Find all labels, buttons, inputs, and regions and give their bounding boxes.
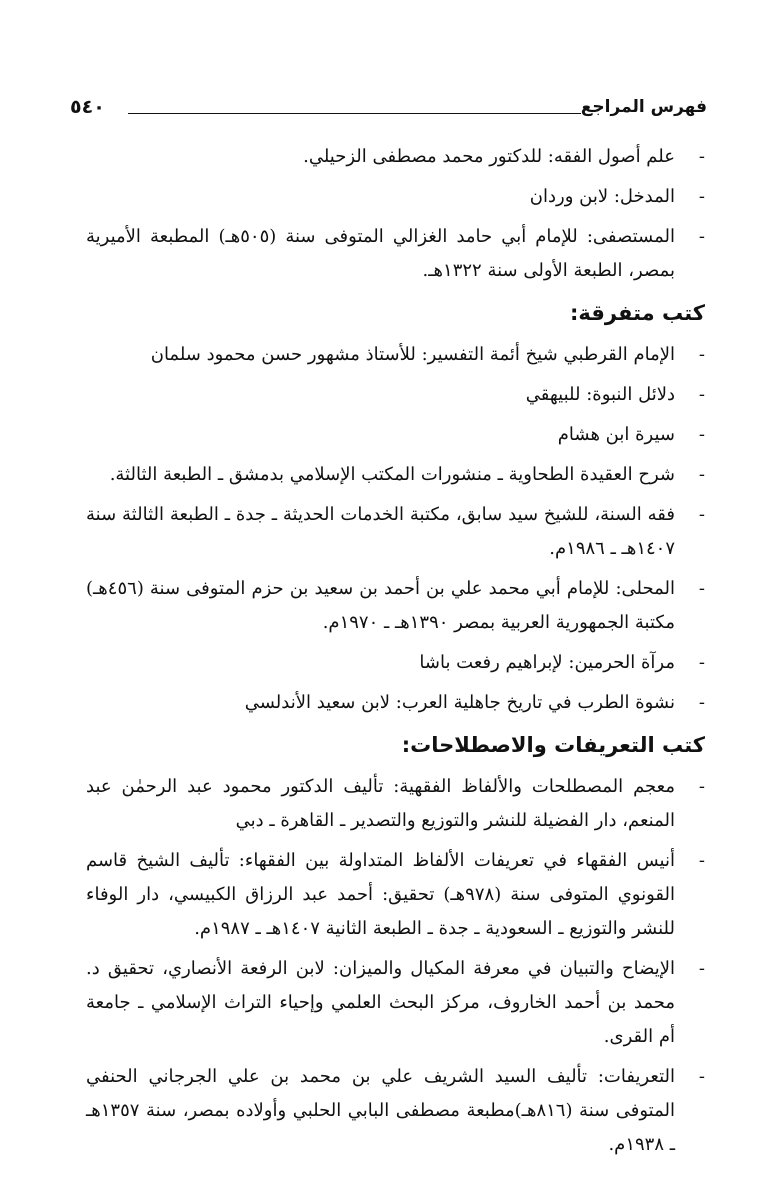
reference-entry [86, 418, 713, 452]
section-heading: كتب التعريفات والاصطلاحات: [401, 733, 705, 757]
reference-text: المدخل: لابن وردان [529, 186, 675, 207]
reference-entry [86, 646, 713, 680]
list-bullet: - [698, 652, 705, 673]
header-rule [128, 113, 581, 114]
running-header [70, 92, 707, 122]
references-list [86, 140, 713, 1168]
page-number: ٥٤٠ [70, 96, 105, 118]
reference-text: علم أصول الفقه: للدكتور محمد مصطفى الزحيلي. [303, 146, 675, 167]
list-bullet: - [698, 578, 705, 599]
reference-entry [86, 338, 713, 372]
reference-text: فقه السنة، للشيخ سيد سابق، مكتبة الخدمات الحديثة ـ جدة ـ الطبعة الثالثة سنة ١٤٠٧هـ ـ ١٩٨٦م. [86, 504, 675, 559]
list-bullet: - [698, 344, 705, 365]
reference-entry [86, 770, 713, 838]
reference-entry [86, 220, 713, 288]
reference-entry [86, 952, 713, 1054]
reference-entry [86, 1060, 713, 1162]
reference-text: سيرة ابن هشام [557, 424, 675, 445]
list-bullet: - [698, 186, 705, 207]
reference-text: نشوة الطرب في تاريخ جاهلية العرب: لابن سعيد الأندلسي [244, 692, 675, 713]
list-bullet: - [698, 850, 705, 871]
list-bullet: - [698, 776, 705, 797]
reference-entry [86, 458, 713, 492]
list-bullet: - [698, 226, 705, 247]
reference-text: معجم المصطلحات والألفاظ الفقهية: تأليف الدكتور محمود عبد الرحمٰن عبد المنعم، دار الفضيلة للنشر والتوزيع والتصدير ـ القاهرة ـ دبي [86, 776, 675, 831]
reference-text: دلائل النبوة: للبيهقي [525, 384, 675, 405]
list-bullet: - [698, 424, 705, 445]
header-title: فهرس المراجع [580, 97, 707, 117]
list-bullet: - [698, 1066, 705, 1087]
reference-text: الإمام القرطبي شيخ أئمة التفسير: للأستاذ مشهور حسن محمود سلمان [150, 344, 675, 365]
reference-text: مرآة الحرمين: لإبراهيم رفعت باشا [419, 652, 675, 673]
reference-text: الإيضاح والتبيان في معرفة المكيال والميزان: لابن الرفعة الأنصاري، تحقيق د. محمد بن أحمد الخاروف، مركز البحث العلمي وإحياء التراث الإسلامي ـ جامعة أم القرى. [86, 958, 675, 1047]
reference-entry [86, 498, 713, 566]
list-bullet: - [698, 146, 705, 167]
reference-entry [86, 140, 713, 174]
reference-text: المحلى: للإمام أبي محمد علي بن أحمد بن سعيد بن حزم المتوفى سنة (٤٥٦هـ) مكتبة الجمهورية العربية بمصر ١٣٩٠هـ ـ ١٩٧٠م. [86, 578, 675, 633]
reference-entry [86, 686, 713, 720]
reference-entry [86, 844, 713, 946]
reference-text: شرح العقيدة الطحاوية ـ منشورات المكتب الإسلامي بدمشق ـ الطبعة الثالثة. [109, 464, 675, 485]
reference-entry [86, 378, 713, 412]
list-bullet: - [698, 464, 705, 485]
reference-entry [86, 572, 713, 640]
reference-entry [86, 180, 713, 214]
reference-text: المستصفى: للإمام أبي حامد الغزالي المتوفى سنة (٥٠٥هـ) المطبعة الأميرية بمصر، الطبعة الأولى سنة ١٣٢٢هـ. [86, 226, 675, 281]
list-bullet: - [698, 504, 705, 525]
list-bullet: - [698, 958, 705, 979]
reference-text: أنيس الفقهاء في تعريفات الألفاظ المتداولة بين الفقهاء: تأليف الشيخ قاسم القونوي المتوفى سنة (٩٧٨هـ) تحقيق: أحمد عبد الرزاق الكبيسي، دار الوفاء للنشر والتوزيع ـ السعودية ـ جدة ـ الطبعة الثانية ١٤٠٧هـ ـ ١٩٨٧م. [86, 850, 675, 939]
list-bullet: - [698, 384, 705, 405]
list-bullet: - [698, 692, 705, 713]
section-heading: كتب متفرقة: [570, 301, 705, 325]
reference-text: التعريفات: تأليف السيد الشريف علي بن محمد بن علي الجرجاني الحنفي المتوفى سنة (٨١٦هـ)مطبعة مصطفى البابي الحلبي وأولاده بمصر، سنة ١٣٥٧هـ ـ ١٩٣٨م. [86, 1066, 676, 1155]
